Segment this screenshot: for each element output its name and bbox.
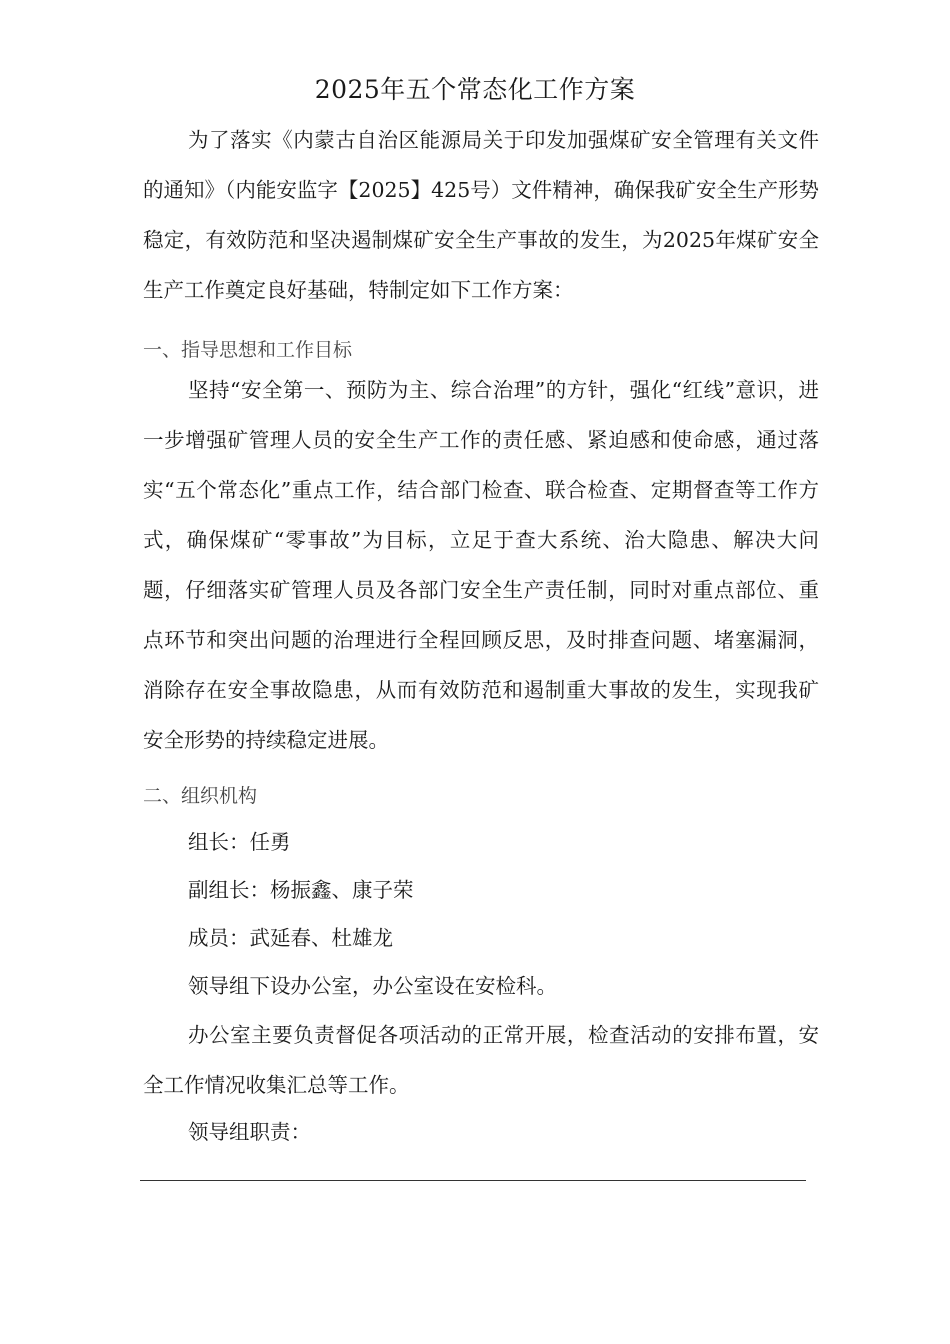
document-title: 2025年五个常态化工作方案 [314,75,636,104]
section-heading-guiding: 一、指导思想和工作目标 [143,339,353,361]
footer-rule [140,1180,806,1181]
leader-line: 组长：任勇 [188,830,291,854]
guiding-paragraph: 坚持“安全第一、预防为主、综合治理”的方针，强化“红线”意识，进一步增强矿管理人员的安全生产工作的责任感、紧迫感和使命感，通过落实“五个常态化”重点工作，结合部门检查、联合检查、定期督查等工作方式，确保煤矿“零事故”为目标，立足于查大系统、治大隐患、解决大问题，仔细落实矿管理人员及各部门安全生产责任制，同时对重点部位、重点环节和突出问题的治理进行全程回顾反思，及时排查问题、堵塞漏洞，消除存在安全事故隐患，从而有效防范和遏制重大事故的发生，实现我矿安全形势的持续稳定进展。 [143,378,819,752]
duties-label: 领导组职责： [188,1120,311,1144]
office-duty-paragraph: 办公室主要负责督促各项活动的正常开展，检查活动的安排布置，安全工作情况收集汇总等工作。 [143,1023,819,1097]
deputy-leader-line: 副组长：杨振鑫、康子荣 [188,878,414,902]
office-line: 领导组下设办公室，办公室设在安检科。 [188,974,557,998]
intro-paragraph: 为了落实《内蒙古自治区能源局关于印发加强煤矿安全管理有关文件的通知》（内能安监字【2025】425号）文件精神，确保我矿安全生产形势稳定，有效防范和坚决遏制煤矿安全生产事故的发生，为2025年煤矿安全生产工作奠定良好基础，特制定如下工作方案： [143,128,819,302]
section-heading-organization: 二、组织机构 [143,785,258,807]
members-line: 成员：武延春、杜雄龙 [188,926,393,950]
